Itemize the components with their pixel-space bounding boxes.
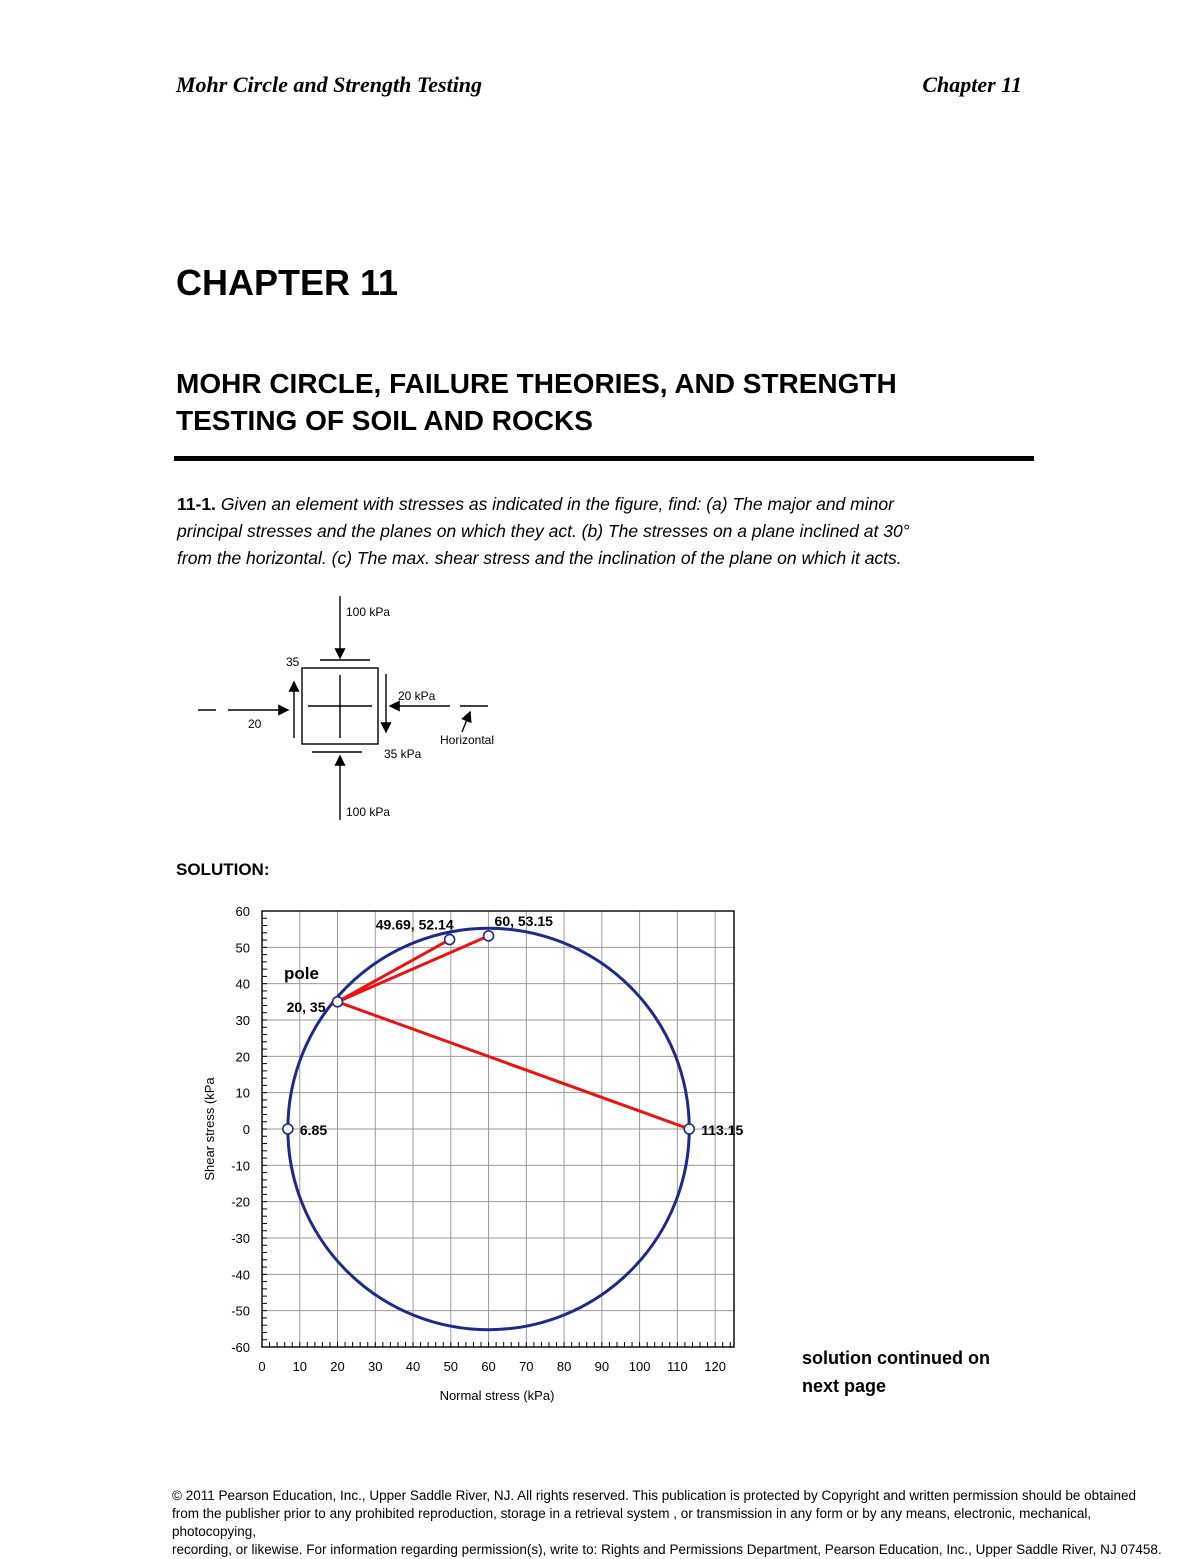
data-point [684,1124,694,1134]
title-divider [174,456,1034,461]
chart-grid [262,911,734,1347]
problem-line-1: Given an element with stresses as indicated in the figure, find: (a) The major and minor [220,494,894,514]
pole-annotation: pole [284,964,319,983]
footer-line-2: from the publisher prior to any prohibited reproduction, storage in a retrieval system , or transmission in any form or by any means, electronic, mechanical, photocopying, [172,1506,1092,1539]
y-tick-label: 60 [235,904,250,919]
y-tick-label: 0 [242,1122,250,1137]
problem-line-3: from the horizontal. (c) The max. shear stress and the inclination of the plane on which it acts. [177,548,902,568]
mohr-circle-chart [190,895,770,1420]
chart-pole-lines [338,936,690,1129]
chapter-label: CHAPTER 11 [176,262,399,303]
x-tick-label: 110 [666,1359,688,1374]
data-point [333,997,343,1007]
solution-heading: SOLUTION: [176,860,270,879]
y-tick-label: -10 [231,1158,250,1174]
problem-statement [177,491,1027,572]
y-axis-label: Shear stress (kPa [202,1077,217,1181]
y-tick-label: 50 [235,940,250,956]
stress-element-figure [190,590,530,830]
shear-top-label: 35 [286,655,300,669]
x-tick-label: 90 [594,1359,610,1374]
data-point [283,1124,293,1134]
continued-note [802,1344,1042,1400]
y-tick-label: -60 [231,1340,250,1355]
x-tick-label: 40 [405,1359,421,1374]
footer-line-1: © 2011 Pearson Education, Inc., Upper Saddle River, NJ. All rights reserved. This publication is protected by Copyright and written permission should be obtained [172,1488,1136,1503]
point-label: 20, 35 [286,998,326,1015]
x-axis-label: Normal stress (kPa) [439,1388,555,1403]
y-tick-label: 40 [235,976,250,992]
x-tick-label: 60 [481,1359,496,1374]
x-tick-label: 70 [519,1359,534,1374]
left-load-label: 20 [248,717,262,731]
pole-line [338,1002,690,1129]
data-point [484,931,494,941]
x-tick-label: 100 [628,1359,651,1374]
x-tick-label: 120 [704,1359,726,1374]
copyright-footer [172,1487,1172,1559]
y-tick-label: -50 [231,1303,250,1319]
point-label: 6.85 [299,1122,328,1138]
top-load-label: 100 kPa [346,605,391,619]
horizontal-label-arrow [462,712,470,732]
y-tick-label: 10 [235,1085,250,1101]
x-tick-label: 20 [330,1359,345,1374]
running-header-left: Mohr Circle and Strength Testing [176,72,483,97]
footer-line-3: recording, or likewise. For information regarding permission(s), write to: Rights and Permissions Department, Pearson Education, Inc., Upper Saddle River, NJ 07458. [172,1542,1162,1557]
data-point [445,935,455,945]
chapter-title-line-1: MOHR CIRCLE, FAILURE THEORIES, AND STRENGTH [176,368,897,399]
x-tick-label: 10 [292,1359,307,1374]
point-label: 113.15 [701,1122,744,1138]
right-load-label: 20 kPa [398,689,436,703]
shear-bottom-label: 35 kPa [384,747,422,761]
problem-line-2: principal stresses and the planes on which they act. (b) The stresses on a plane inclined at 30° [177,521,910,541]
chapter-title-line-2: TESTING OF SOIL AND ROCKS [176,405,593,436]
chapter-title [176,365,1056,439]
problem-number: 11-1. [177,494,216,514]
continued-line-1: solution continued on [802,1348,990,1368]
pole-line [338,940,450,1002]
y-tick-label: -30 [231,1231,250,1246]
chart-points [283,913,744,1138]
point-label: 49.69, 52.14 [375,916,454,933]
x-tick-label: 0 [258,1359,266,1374]
horizontal-label: Horizontal [440,733,495,747]
y-tick-label: 30 [235,1013,250,1028]
y-tick-label: 20 [235,1049,250,1065]
x-tick-label: 30 [368,1359,383,1374]
bottom-load-label: 100 kPa [346,805,391,819]
point-label: 60, 53.15 [494,912,553,929]
x-tick-label: 50 [443,1359,459,1374]
running-header-right: Chapter 11 [922,72,1022,97]
x-tick-label: 80 [556,1359,572,1374]
y-tick-label: -20 [231,1194,250,1210]
y-tick-label: -40 [231,1267,250,1283]
continued-line-2: next page [802,1376,887,1396]
